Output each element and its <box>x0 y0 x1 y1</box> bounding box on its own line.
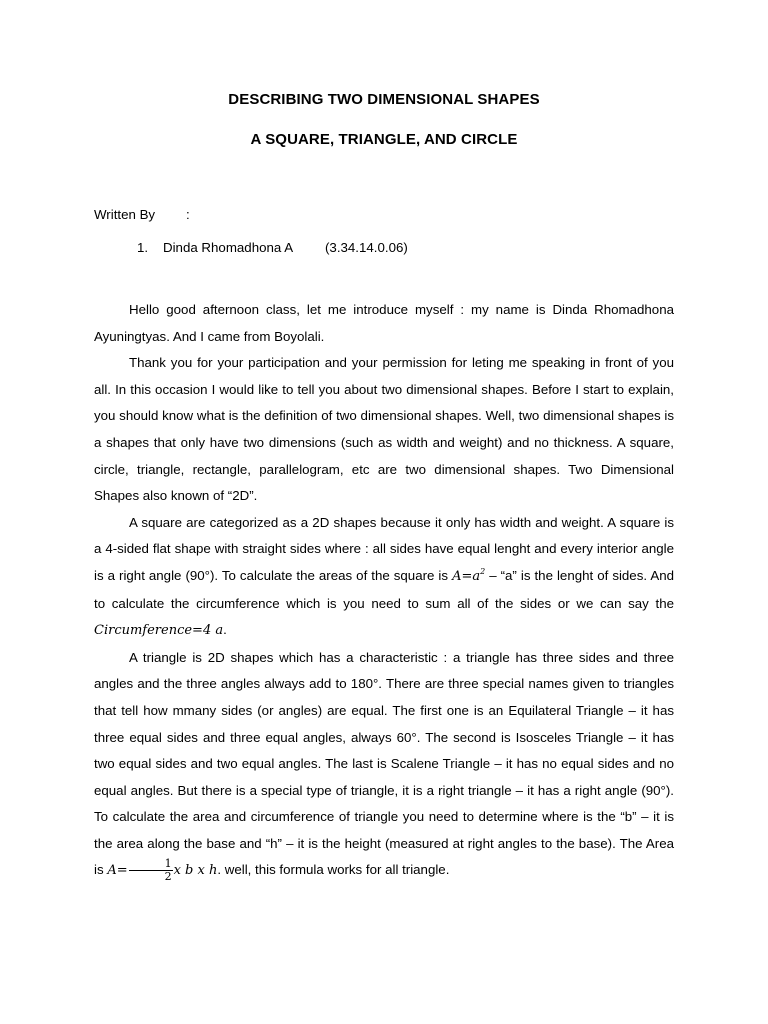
document-subtitle: A SQUARE, TRIANGLE, AND CIRCLE <box>250 131 518 148</box>
paragraph-triangle <box>94 645 674 885</box>
author-id: (3.34.14.0.06) <box>325 240 408 255</box>
written-by-colon: : <box>186 207 190 222</box>
author-name: Dinda Rhomadhona A <box>163 240 294 255</box>
triangle-text-1: A triangle is 2D shapes which has a characteristic : a triangle has three sides and three angles and the three angles always add to 180°. There are three special names given to triangles that tell how mmany sides (or angles) are equal. The first one is an Equilateral Triangle – it has three equal sides and three equal angles, always 60°. The second is Isosceles Triangle – it has two equal sides and two equal angles. The last is Scalene Triangle – it has no equal sides and no equal angles. But there is a special type of triangle, it is a right triangle – it has a right angle (90°). To calculate the area and circumference of triangle you need to determine where is the “b” – it is the area along the base and “h” – it is the height (measured at right angles to the base). The Area is <box>94 649 674 878</box>
document-body <box>94 297 674 885</box>
triangle-area-formula <box>107 857 218 884</box>
paragraph-definition: Thank you for your participation and your permission for leting me speaking in front of you all. In this occasion I would like to tell you about two dimensional shapes. Before I start to explain, you should know what is the definition of two dimensional shapes. Well, two dimensional shapes is a shapes that only have two dimensions (such as width and weight) and no thickness. A square, circle, triangle, rectangle, parallelogram, etc are two dimensional shapes. Two Dimensional Shapes also known of “2D”. <box>94 355 674 504</box>
square-text-1: A square are categorized as a 2D shapes because it only has width and weight. A square is a 4-sided flat shape with straight sides where : all sides have equal lenght and every interior angle is a right angle (90°). To calculate the areas of the square is <box>94 514 674 583</box>
written-by-label: Written By <box>94 207 156 222</box>
fraction-numerator: 1 <box>129 858 173 871</box>
square-area-formula-base: A=a <box>452 568 481 584</box>
written-by-row <box>94 207 190 222</box>
square-area-formula-exponent: 2 <box>480 566 486 576</box>
paragraph-square <box>94 510 674 645</box>
author-number: 1. <box>137 240 149 255</box>
triangle-text-2: . well, this formula works for all triangle. <box>217 862 450 878</box>
author-list-item <box>137 240 408 255</box>
square-text-2: – “a” is the lenght of sides. And to calculate the circumference which is you need to sum all of the sides or we can say the <box>94 567 674 611</box>
triangle-formula-lhs: A= <box>107 863 128 879</box>
document-title: DESCRIBING TWO DIMENSIONAL SHAPES <box>228 91 540 108</box>
square-circumference-formula: Circumference=4 a <box>94 623 224 639</box>
paragraph-intro: Hello good afternoon class, let me introduce myself : my name is Dinda Rhomadhona Ayuningtyas. And I came from Boyolali. <box>94 302 674 344</box>
triangle-formula-fraction <box>129 858 173 883</box>
square-area-formula <box>452 566 486 584</box>
fraction-denominator: 2 <box>164 870 172 884</box>
triangle-formula-rhs: x b x h <box>173 863 218 879</box>
square-text-3: . <box>223 622 227 638</box>
